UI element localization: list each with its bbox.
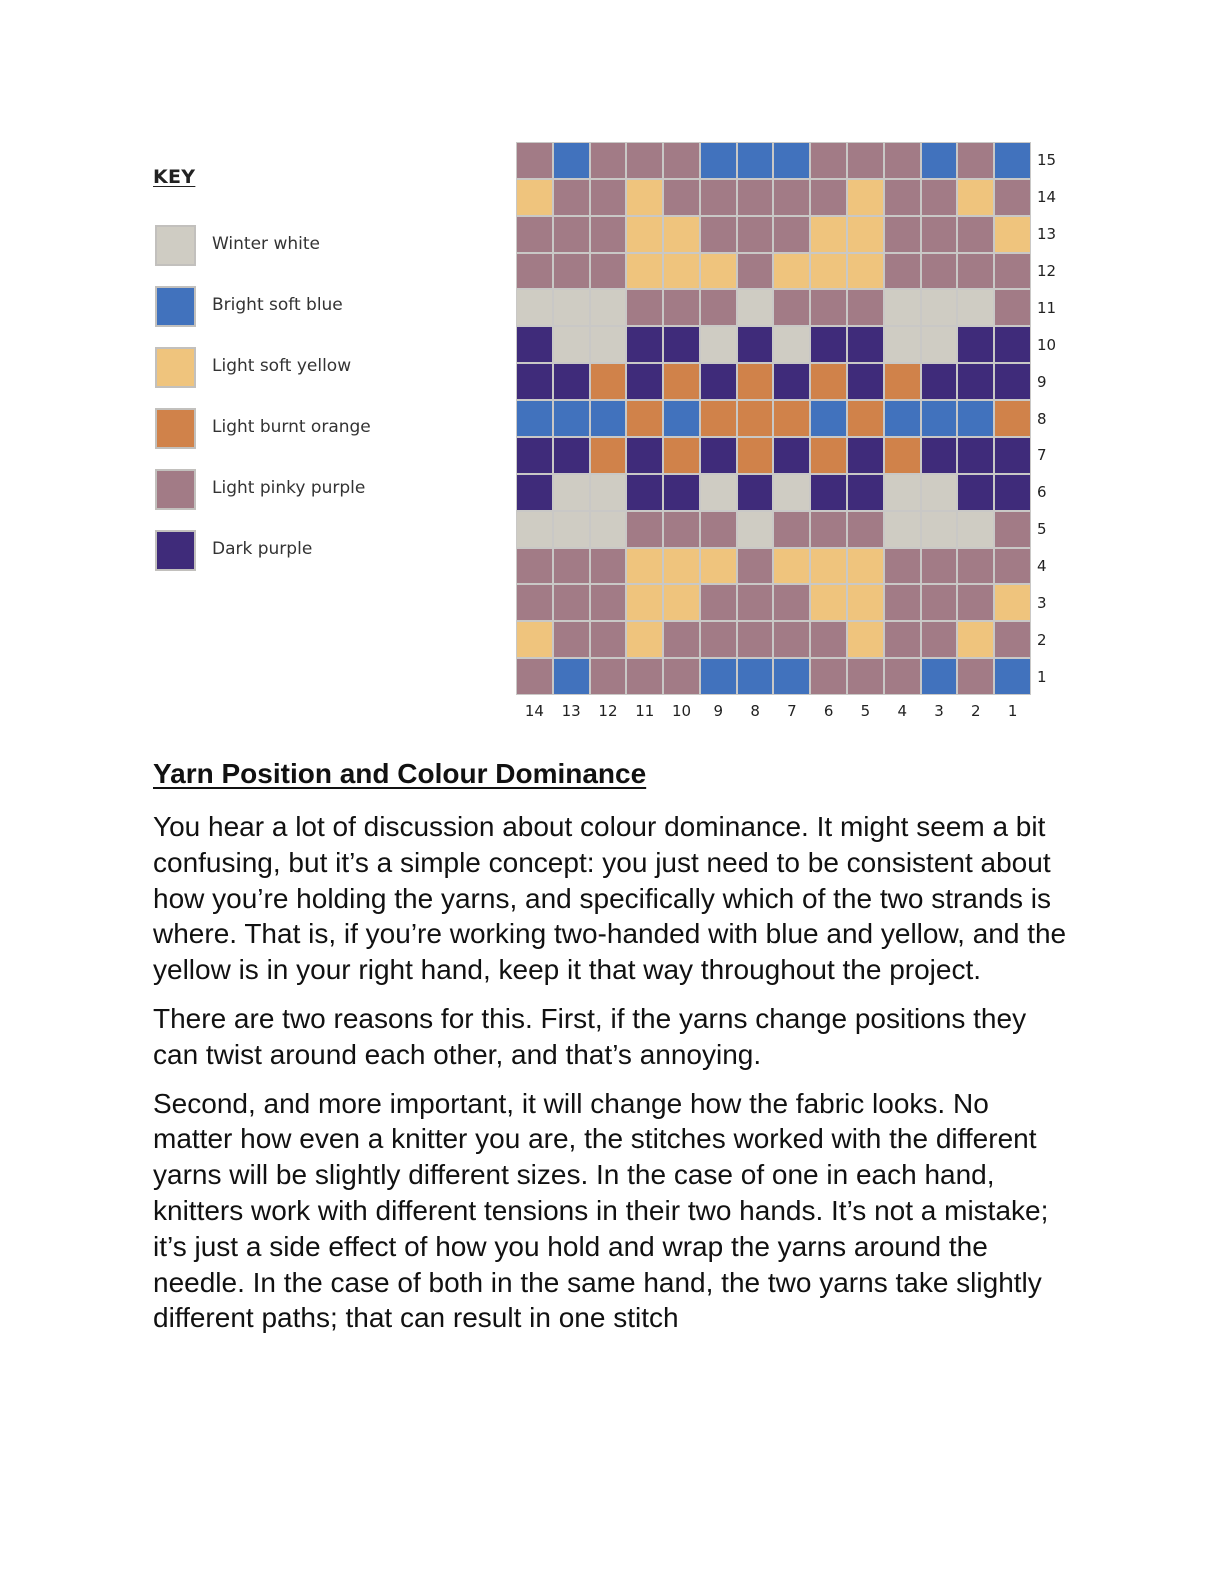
chart-cell <box>885 143 920 178</box>
chart-cell <box>885 622 920 657</box>
chart-cell <box>995 217 1030 252</box>
chart-row-number: 6 <box>1037 483 1047 502</box>
chart-row-number: 14 <box>1037 188 1057 207</box>
chart-cell <box>591 364 626 399</box>
chart-cell <box>885 217 920 252</box>
chart-cell <box>774 327 809 362</box>
chart-cell <box>885 180 920 215</box>
chart-cell <box>811 143 846 178</box>
chart-cell <box>885 475 920 510</box>
chart-cell <box>517 622 552 657</box>
chart-cell <box>664 512 699 547</box>
chart-cell <box>811 549 846 584</box>
chart-cell <box>848 622 883 657</box>
chart-cell <box>958 217 993 252</box>
chart-cell <box>922 438 957 473</box>
key-swatch <box>155 225 196 266</box>
chart-cell <box>701 143 736 178</box>
chart-cell <box>958 327 993 362</box>
chart-cell <box>995 143 1030 178</box>
chart-cell <box>517 180 552 215</box>
chart-cell <box>922 290 957 325</box>
chart-cell <box>554 364 589 399</box>
chart-cell <box>738 217 773 252</box>
chart-cell <box>701 438 736 473</box>
chart-cell <box>554 512 589 547</box>
paragraph: Second, and more important, it will change how the fabric looks. No matter how even a knitter you are, the stitches worked with the different yarns will be slightly different sizes. In the case of one in each hand, knitters work with different tensions in their two hands. It’s not a mistake; it’s just a side effect of how you hold and wrap the yarns around the needle. In the case of both in the same hand, the two yarns take slightly different paths; that can result in one stitch <box>153 1087 1049 1334</box>
chart-cell <box>922 217 957 252</box>
chart-cell <box>774 217 809 252</box>
chart-cell <box>811 290 846 325</box>
chart-cell <box>627 585 662 620</box>
chart-cell <box>774 585 809 620</box>
key-label: Dark purple <box>212 539 313 559</box>
chart-cell <box>922 143 957 178</box>
chart-cell <box>517 475 552 510</box>
chart-row-number: 2 <box>1037 630 1047 649</box>
chart-cell <box>517 585 552 620</box>
chart-cell <box>701 401 736 436</box>
key-item <box>155 530 485 591</box>
chart-cell <box>627 622 662 657</box>
chart-cell <box>517 659 552 694</box>
chart-cell <box>995 438 1030 473</box>
chart-cell <box>738 143 773 178</box>
section-heading: Yarn Position and Colour Dominance <box>153 758 647 789</box>
chart-cell <box>738 180 773 215</box>
chart-cell <box>811 622 846 657</box>
chart-cell <box>701 549 736 584</box>
chart-row-number: 8 <box>1037 409 1047 428</box>
chart-row-number: 5 <box>1037 520 1047 539</box>
chart-cell <box>995 254 1030 289</box>
chart-cell <box>995 659 1030 694</box>
chart-row-number: 12 <box>1037 262 1057 281</box>
chart-cell <box>811 327 846 362</box>
chart-cell <box>517 549 552 584</box>
chart-cell <box>701 180 736 215</box>
chart-column-number: 2 <box>971 702 981 720</box>
chart-cell <box>591 659 626 694</box>
chart-cell <box>922 327 957 362</box>
chart-cell <box>517 401 552 436</box>
chart-cell <box>958 401 993 436</box>
chart-column-number: 12 <box>598 702 618 720</box>
chart-row-number: 10 <box>1037 335 1057 354</box>
chart-cell <box>738 585 773 620</box>
chart-cell <box>885 254 920 289</box>
chart-cell <box>554 180 589 215</box>
key-swatch <box>155 469 196 510</box>
chart-cell <box>627 143 662 178</box>
chart-cell <box>664 401 699 436</box>
chart-cell <box>885 438 920 473</box>
chart-cell <box>738 364 773 399</box>
chart-cell <box>591 254 626 289</box>
chart-cell <box>958 180 993 215</box>
chart-cell <box>922 254 957 289</box>
chart-cell <box>517 512 552 547</box>
chart-cell <box>517 290 552 325</box>
chart-cell <box>664 143 699 178</box>
chart-column-number: 6 <box>823 702 834 720</box>
chart-cell <box>811 254 846 289</box>
key-label: Winter white <box>212 234 320 254</box>
chart-cell <box>664 438 699 473</box>
chart-cell <box>958 364 993 399</box>
chart-cell <box>627 217 662 252</box>
chart-row-number: 7 <box>1037 446 1047 465</box>
chart-cell <box>591 327 626 362</box>
chart-cell <box>848 364 883 399</box>
key-item <box>155 469 485 530</box>
chart-cell <box>995 549 1030 584</box>
chart-row-number: 3 <box>1037 593 1047 612</box>
chart-cell <box>995 512 1030 547</box>
chart-cell <box>922 622 957 657</box>
chart-cell <box>922 475 957 510</box>
chart-cell <box>958 475 993 510</box>
key-label: Light pinky purple <box>212 478 366 498</box>
chart-cell <box>848 254 883 289</box>
chart-column-number: 13 <box>561 702 581 720</box>
chart-cell <box>848 475 883 510</box>
key-label: Light soft yellow <box>212 356 352 376</box>
chart-cell <box>627 327 662 362</box>
chart-cell <box>958 438 993 473</box>
chart-cell <box>774 475 809 510</box>
chart-column-number: 4 <box>897 702 908 720</box>
chart-cell <box>811 512 846 547</box>
chart-cell <box>627 180 662 215</box>
chart-cell <box>591 217 626 252</box>
chart-cell <box>554 217 589 252</box>
chart-cell <box>848 327 883 362</box>
chart-cell <box>848 512 883 547</box>
chart-cell <box>922 364 957 399</box>
chart-row-number: 13 <box>1037 225 1057 244</box>
chart-cell <box>627 254 662 289</box>
chart-column-number: 7 <box>787 702 797 720</box>
key-item <box>155 347 485 408</box>
chart-column-number: 11 <box>635 702 655 720</box>
chart-cell <box>701 475 736 510</box>
chart-cell <box>774 401 809 436</box>
chart-cell <box>738 659 773 694</box>
chart-cell <box>885 659 920 694</box>
chart-cell <box>591 401 626 436</box>
chart-cell <box>664 475 699 510</box>
chart-cell <box>591 585 626 620</box>
chart-cell <box>554 327 589 362</box>
key-label: Bright soft blue <box>212 295 343 315</box>
chart-cell <box>958 290 993 325</box>
chart-cell <box>848 549 883 584</box>
chart-cell <box>627 290 662 325</box>
chart-cell <box>811 585 846 620</box>
chart-cell <box>738 438 773 473</box>
chart-cell <box>701 622 736 657</box>
chart-cell <box>554 659 589 694</box>
chart-cell <box>591 475 626 510</box>
chart-cell <box>995 290 1030 325</box>
chart-cell <box>811 475 846 510</box>
chart-cell <box>738 549 773 584</box>
colorwork-chart <box>516 142 1031 695</box>
chart-cell <box>591 290 626 325</box>
chart-cell <box>664 659 699 694</box>
chart-cell <box>848 438 883 473</box>
chart-cell <box>922 512 957 547</box>
chart-cell <box>627 401 662 436</box>
chart-cell <box>995 401 1030 436</box>
key-item <box>155 408 485 469</box>
chart-column-number: 1 <box>1007 702 1018 720</box>
chart-column-number: 10 <box>671 702 692 720</box>
chart-cell <box>517 217 552 252</box>
chart-column-number: 8 <box>750 702 760 720</box>
chart-cell <box>922 401 957 436</box>
chart-cell <box>811 180 846 215</box>
chart-cell <box>774 254 809 289</box>
chart-cell <box>774 438 809 473</box>
chart-cell <box>517 438 552 473</box>
chart-cell <box>701 512 736 547</box>
chart-cell <box>848 143 883 178</box>
chart-cell <box>554 254 589 289</box>
chart-cell <box>774 622 809 657</box>
chart-cell <box>995 327 1030 362</box>
chart-cell <box>627 438 662 473</box>
chart-cell <box>554 143 589 178</box>
chart-cell <box>554 438 589 473</box>
chart-cell <box>627 659 662 694</box>
chart-cell <box>554 475 589 510</box>
key-legend <box>155 225 485 591</box>
chart-cell <box>885 512 920 547</box>
chart-cell <box>958 549 993 584</box>
chart-cell <box>811 438 846 473</box>
chart-cell <box>848 401 883 436</box>
chart-cell <box>811 364 846 399</box>
chart-cell <box>738 254 773 289</box>
chart-cell <box>774 143 809 178</box>
chart-cell <box>995 364 1030 399</box>
chart-cell <box>738 622 773 657</box>
chart-cell <box>591 622 626 657</box>
chart-row-number: 1 <box>1037 667 1047 686</box>
key-swatch <box>155 408 196 449</box>
chart-cell <box>664 217 699 252</box>
chart-cell <box>554 622 589 657</box>
chart-cell <box>627 475 662 510</box>
chart-column-number: 14 <box>524 702 544 720</box>
chart-cell <box>591 512 626 547</box>
chart-cell <box>811 401 846 436</box>
chart-cell <box>738 401 773 436</box>
chart-cell <box>885 549 920 584</box>
chart-cell <box>958 622 993 657</box>
chart-cell <box>848 217 883 252</box>
chart-row-number: 11 <box>1037 298 1057 317</box>
chart-cell <box>848 585 883 620</box>
chart-cell <box>922 659 957 694</box>
key-label: Light burnt orange <box>212 417 371 437</box>
chart-cell <box>848 290 883 325</box>
chart-cell <box>664 290 699 325</box>
chart-cell <box>517 254 552 289</box>
chart-cell <box>958 659 993 694</box>
chart-cell <box>922 180 957 215</box>
chart-cell <box>958 254 993 289</box>
chart-cell <box>554 549 589 584</box>
chart-cell <box>701 254 736 289</box>
chart-cell <box>922 585 957 620</box>
key-title: KEY <box>153 166 196 188</box>
chart-cell <box>554 585 589 620</box>
key-item <box>155 225 485 286</box>
chart-cell <box>591 549 626 584</box>
chart-cell <box>701 585 736 620</box>
chart-cell <box>738 512 773 547</box>
chart-cell <box>627 512 662 547</box>
chart-cell <box>554 401 589 436</box>
chart-cell <box>517 364 552 399</box>
chart-cell <box>885 327 920 362</box>
chart-cell <box>664 180 699 215</box>
chart-cell <box>701 290 736 325</box>
chart-cell <box>517 327 552 362</box>
chart-column-number: 5 <box>860 702 871 720</box>
chart-row-number: 4 <box>1037 556 1047 575</box>
chart-cell <box>664 585 699 620</box>
chart-cell <box>554 290 589 325</box>
body-text <box>153 809 1073 1349</box>
chart-cell <box>591 143 626 178</box>
chart-cell <box>995 475 1030 510</box>
chart-cell <box>701 327 736 362</box>
chart-cell <box>885 585 920 620</box>
chart-cell <box>664 327 699 362</box>
chart-cell <box>517 143 552 178</box>
key-swatch <box>155 530 196 571</box>
chart-cell <box>701 217 736 252</box>
chart-cell <box>774 290 809 325</box>
chart-cell <box>664 364 699 399</box>
chart-cell <box>922 549 957 584</box>
chart-cell <box>664 549 699 584</box>
chart-row-number: 9 <box>1037 372 1047 391</box>
chart-cell <box>885 401 920 436</box>
chart-cell <box>664 254 699 289</box>
chart-cell <box>995 585 1030 620</box>
chart-cell <box>848 659 883 694</box>
chart-cell <box>885 290 920 325</box>
chart-cell <box>591 438 626 473</box>
key-swatch <box>155 286 196 327</box>
chart-cell <box>774 659 809 694</box>
chart-cell <box>627 364 662 399</box>
chart-cell <box>774 512 809 547</box>
chart-row-number: 15 <box>1037 151 1057 170</box>
paragraph: There are two reasons for this. First, if the yarns change positions they can twist around each other, and that’s annoying. <box>153 1002 1027 1070</box>
chart-column-number: 9 <box>713 702 724 720</box>
chart-cell <box>627 549 662 584</box>
chart-cell <box>958 585 993 620</box>
chart-cell <box>591 180 626 215</box>
chart-column-numbers <box>516 702 1031 726</box>
chart-cell <box>774 180 809 215</box>
chart-cell <box>958 143 993 178</box>
chart-cell <box>774 549 809 584</box>
chart-cell <box>995 180 1030 215</box>
chart-cell <box>848 180 883 215</box>
chart-column-number: 3 <box>934 702 944 720</box>
chart-cell <box>774 364 809 399</box>
chart-cell <box>664 622 699 657</box>
chart-cell <box>701 364 736 399</box>
chart-cell <box>995 622 1030 657</box>
chart-cell <box>811 217 846 252</box>
chart-cell <box>738 327 773 362</box>
key-swatch <box>155 347 196 388</box>
paragraph: You hear a lot of discussion about colour dominance. It might seem a bit confusing, but it’s a simple concept: you just need to be consistent about how you’re holding the yarns, and specifically which of the two strands is where. That is, if you’re working two-handed with blue and yellow, and the yellow is in your right hand, keep it that way throughout the project. <box>153 811 1067 986</box>
chart-cell <box>701 659 736 694</box>
chart-cell <box>738 290 773 325</box>
chart-cell <box>958 512 993 547</box>
chart-cell <box>738 475 773 510</box>
chart-cell <box>811 659 846 694</box>
chart-cell <box>885 364 920 399</box>
key-item <box>155 286 485 347</box>
chart-row-numbers <box>1037 142 1077 695</box>
